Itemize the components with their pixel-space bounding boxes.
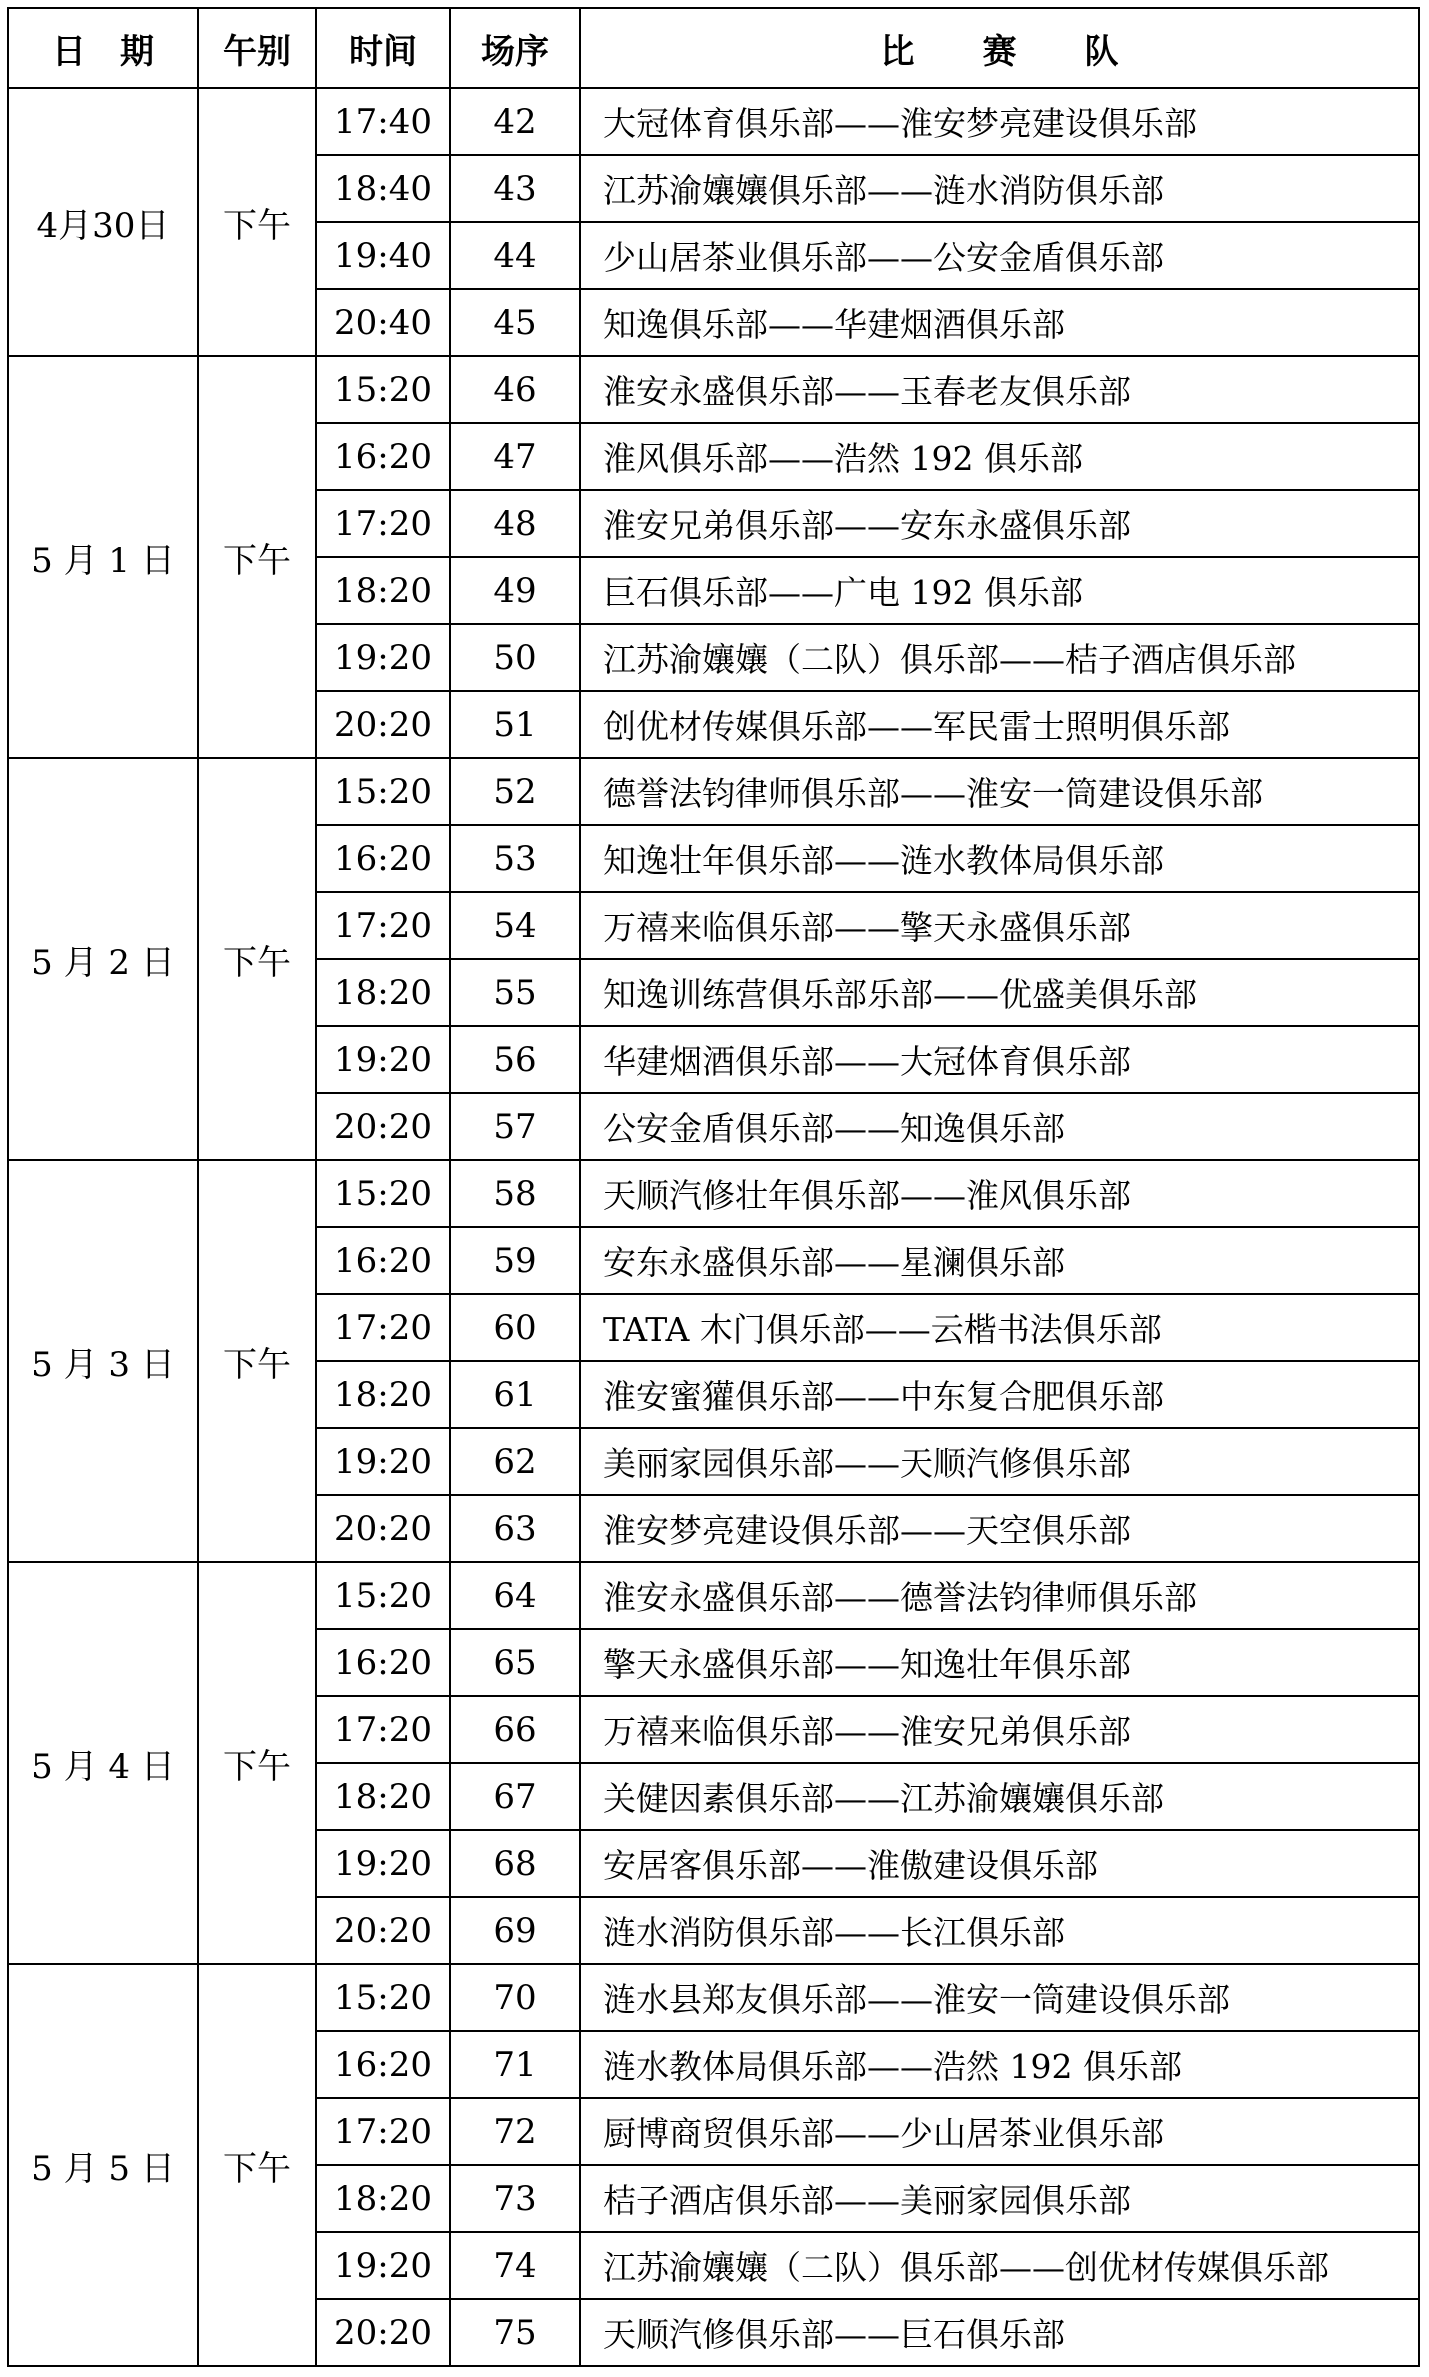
teams-cell: 桔子酒店俱乐部——美丽家园俱乐部 bbox=[580, 2165, 1419, 2232]
teams-cell: 天顺汽修壮年俱乐部——淮风俱乐部 bbox=[580, 1160, 1419, 1227]
match-number-cell: 61 bbox=[450, 1361, 580, 1428]
match-number-cell: 49 bbox=[450, 557, 580, 624]
match-number-cell: 53 bbox=[450, 825, 580, 892]
date-cell: 5 月 3 日 bbox=[8, 1160, 198, 1562]
match-number-cell: 70 bbox=[450, 1964, 580, 2031]
teams-cell: 厨博商贸俱乐部——少山居茶业俱乐部 bbox=[580, 2098, 1419, 2165]
teams-cell: 少山居茶业俱乐部——公安金盾俱乐部 bbox=[580, 222, 1419, 289]
table-row bbox=[8, 1964, 1419, 2031]
teams-cell: 知逸训练营俱乐部乐部——优盛美俱乐部 bbox=[580, 959, 1419, 1026]
teams-cell: 江苏渝孃孃（二队）俱乐部——创优材传媒俱乐部 bbox=[580, 2232, 1419, 2299]
teams-cell: 淮安梦亮建设俱乐部——天空俱乐部 bbox=[580, 1495, 1419, 1562]
teams-cell: 淮风俱乐部——浩然 192 俱乐部 bbox=[580, 423, 1419, 490]
time-cell: 17:20 bbox=[316, 2098, 450, 2165]
match-number-cell: 63 bbox=[450, 1495, 580, 1562]
header-seq: 场序 bbox=[450, 8, 580, 88]
time-cell: 19:40 bbox=[316, 222, 450, 289]
match-number-cell: 73 bbox=[450, 2165, 580, 2232]
time-cell: 16:20 bbox=[316, 1629, 450, 1696]
teams-cell: 江苏渝孃孃俱乐部——涟水消防俱乐部 bbox=[580, 155, 1419, 222]
schedule-body bbox=[8, 88, 1419, 2366]
match-schedule-table bbox=[7, 7, 1420, 2367]
match-number-cell: 56 bbox=[450, 1026, 580, 1093]
match-number-cell: 48 bbox=[450, 490, 580, 557]
match-number-cell: 50 bbox=[450, 624, 580, 691]
time-cell: 16:20 bbox=[316, 1227, 450, 1294]
time-cell: 20:20 bbox=[316, 691, 450, 758]
match-number-cell: 69 bbox=[450, 1897, 580, 1964]
match-number-cell: 72 bbox=[450, 2098, 580, 2165]
match-number-cell: 65 bbox=[450, 1629, 580, 1696]
half-day-cell: 下午 bbox=[198, 1964, 316, 2366]
match-number-cell: 66 bbox=[450, 1696, 580, 1763]
table-row bbox=[8, 1160, 1419, 1227]
time-cell: 17:40 bbox=[316, 88, 450, 155]
time-cell: 20:20 bbox=[316, 1897, 450, 1964]
header-time: 时间 bbox=[316, 8, 450, 88]
date-cell: 5 月 1 日 bbox=[8, 356, 198, 758]
time-cell: 19:20 bbox=[316, 2232, 450, 2299]
teams-cell: 安居客俱乐部——淮傲建设俱乐部 bbox=[580, 1830, 1419, 1897]
date-cell: 4月30日 bbox=[8, 88, 198, 356]
teams-cell: 知逸壮年俱乐部——涟水教体局俱乐部 bbox=[580, 825, 1419, 892]
match-number-cell: 55 bbox=[450, 959, 580, 1026]
header-teams: 比 赛 队 bbox=[580, 8, 1419, 88]
teams-cell: 淮安兄弟俱乐部——安东永盛俱乐部 bbox=[580, 490, 1419, 557]
time-cell: 18:40 bbox=[316, 155, 450, 222]
time-cell: 20:20 bbox=[316, 2299, 450, 2366]
header-half: 午别 bbox=[198, 8, 316, 88]
time-cell: 18:20 bbox=[316, 1763, 450, 1830]
time-cell: 17:20 bbox=[316, 1294, 450, 1361]
time-cell: 16:20 bbox=[316, 825, 450, 892]
teams-cell: 涟水教体局俱乐部——浩然 192 俱乐部 bbox=[580, 2031, 1419, 2098]
time-cell: 18:20 bbox=[316, 1361, 450, 1428]
teams-cell: 淮安永盛俱乐部——德誉法钧律师俱乐部 bbox=[580, 1562, 1419, 1629]
time-cell: 15:20 bbox=[316, 758, 450, 825]
teams-cell: TATA 木门俱乐部——云楷书法俱乐部 bbox=[580, 1294, 1419, 1361]
match-number-cell: 62 bbox=[450, 1428, 580, 1495]
time-cell: 16:20 bbox=[316, 2031, 450, 2098]
teams-cell: 涟水消防俱乐部——长江俱乐部 bbox=[580, 1897, 1419, 1964]
time-cell: 16:20 bbox=[316, 423, 450, 490]
time-cell: 15:20 bbox=[316, 356, 450, 423]
match-number-cell: 47 bbox=[450, 423, 580, 490]
time-cell: 18:20 bbox=[316, 959, 450, 1026]
half-day-cell: 下午 bbox=[198, 88, 316, 356]
header-row bbox=[8, 8, 1419, 88]
header-date: 日 期 bbox=[8, 8, 198, 88]
time-cell: 17:20 bbox=[316, 1696, 450, 1763]
time-cell: 18:20 bbox=[316, 557, 450, 624]
match-number-cell: 59 bbox=[450, 1227, 580, 1294]
match-number-cell: 75 bbox=[450, 2299, 580, 2366]
match-number-cell: 42 bbox=[450, 88, 580, 155]
match-number-cell: 51 bbox=[450, 691, 580, 758]
time-cell: 15:20 bbox=[316, 1160, 450, 1227]
match-number-cell: 71 bbox=[450, 2031, 580, 2098]
teams-cell: 万禧来临俱乐部——擎天永盛俱乐部 bbox=[580, 892, 1419, 959]
teams-cell: 美丽家园俱乐部——天顺汽修俱乐部 bbox=[580, 1428, 1419, 1495]
time-cell: 19:20 bbox=[316, 624, 450, 691]
date-cell: 5 月 2 日 bbox=[8, 758, 198, 1160]
match-number-cell: 67 bbox=[450, 1763, 580, 1830]
half-day-cell: 下午 bbox=[198, 1160, 316, 1562]
time-cell: 15:20 bbox=[316, 1964, 450, 2031]
time-cell: 20:20 bbox=[316, 1093, 450, 1160]
table-row bbox=[8, 758, 1419, 825]
match-number-cell: 44 bbox=[450, 222, 580, 289]
teams-cell: 涟水县郑友俱乐部——淮安一筒建设俱乐部 bbox=[580, 1964, 1419, 2031]
date-cell: 5 月 5 日 bbox=[8, 1964, 198, 2366]
teams-cell: 关健因素俱乐部——江苏渝孃孃俱乐部 bbox=[580, 1763, 1419, 1830]
match-number-cell: 58 bbox=[450, 1160, 580, 1227]
time-cell: 19:20 bbox=[316, 1830, 450, 1897]
time-cell: 19:20 bbox=[316, 1026, 450, 1093]
time-cell: 15:20 bbox=[316, 1562, 450, 1629]
teams-cell: 擎天永盛俱乐部——知逸壮年俱乐部 bbox=[580, 1629, 1419, 1696]
match-number-cell: 60 bbox=[450, 1294, 580, 1361]
time-cell: 19:20 bbox=[316, 1428, 450, 1495]
half-day-cell: 下午 bbox=[198, 1562, 316, 1964]
match-number-cell: 52 bbox=[450, 758, 580, 825]
match-number-cell: 46 bbox=[450, 356, 580, 423]
teams-cell: 巨石俱乐部——广电 192 俱乐部 bbox=[580, 557, 1419, 624]
teams-cell: 天顺汽修俱乐部——巨石俱乐部 bbox=[580, 2299, 1419, 2366]
match-number-cell: 74 bbox=[450, 2232, 580, 2299]
match-number-cell: 68 bbox=[450, 1830, 580, 1897]
teams-cell: 公安金盾俱乐部——知逸俱乐部 bbox=[580, 1093, 1419, 1160]
table-row bbox=[8, 356, 1419, 423]
match-number-cell: 43 bbox=[450, 155, 580, 222]
teams-cell: 江苏渝孃孃（二队）俱乐部——桔子酒店俱乐部 bbox=[580, 624, 1419, 691]
time-cell: 20:40 bbox=[316, 289, 450, 356]
teams-cell: 淮安蜜獾俱乐部——中东复合肥俱乐部 bbox=[580, 1361, 1419, 1428]
half-day-cell: 下午 bbox=[198, 356, 316, 758]
teams-cell: 华建烟酒俱乐部——大冠体育俱乐部 bbox=[580, 1026, 1419, 1093]
match-number-cell: 57 bbox=[450, 1093, 580, 1160]
match-number-cell: 64 bbox=[450, 1562, 580, 1629]
teams-cell: 安东永盛俱乐部——星澜俱乐部 bbox=[580, 1227, 1419, 1294]
match-number-cell: 54 bbox=[450, 892, 580, 959]
time-cell: 18:20 bbox=[316, 2165, 450, 2232]
teams-cell: 淮安永盛俱乐部——玉春老友俱乐部 bbox=[580, 356, 1419, 423]
teams-cell: 德誉法钧律师俱乐部——淮安一筒建设俱乐部 bbox=[580, 758, 1419, 825]
half-day-cell: 下午 bbox=[198, 758, 316, 1160]
teams-cell: 创优材传媒俱乐部——军民雷士照明俱乐部 bbox=[580, 691, 1419, 758]
time-cell: 17:20 bbox=[316, 892, 450, 959]
table-row bbox=[8, 88, 1419, 155]
time-cell: 17:20 bbox=[316, 490, 450, 557]
time-cell: 20:20 bbox=[316, 1495, 450, 1562]
table-row bbox=[8, 1562, 1419, 1629]
teams-cell: 万禧来临俱乐部——淮安兄弟俱乐部 bbox=[580, 1696, 1419, 1763]
match-number-cell: 45 bbox=[450, 289, 580, 356]
teams-cell: 知逸俱乐部——华建烟酒俱乐部 bbox=[580, 289, 1419, 356]
date-cell: 5 月 4 日 bbox=[8, 1562, 198, 1964]
teams-cell: 大冠体育俱乐部——淮安梦亮建设俱乐部 bbox=[580, 88, 1419, 155]
